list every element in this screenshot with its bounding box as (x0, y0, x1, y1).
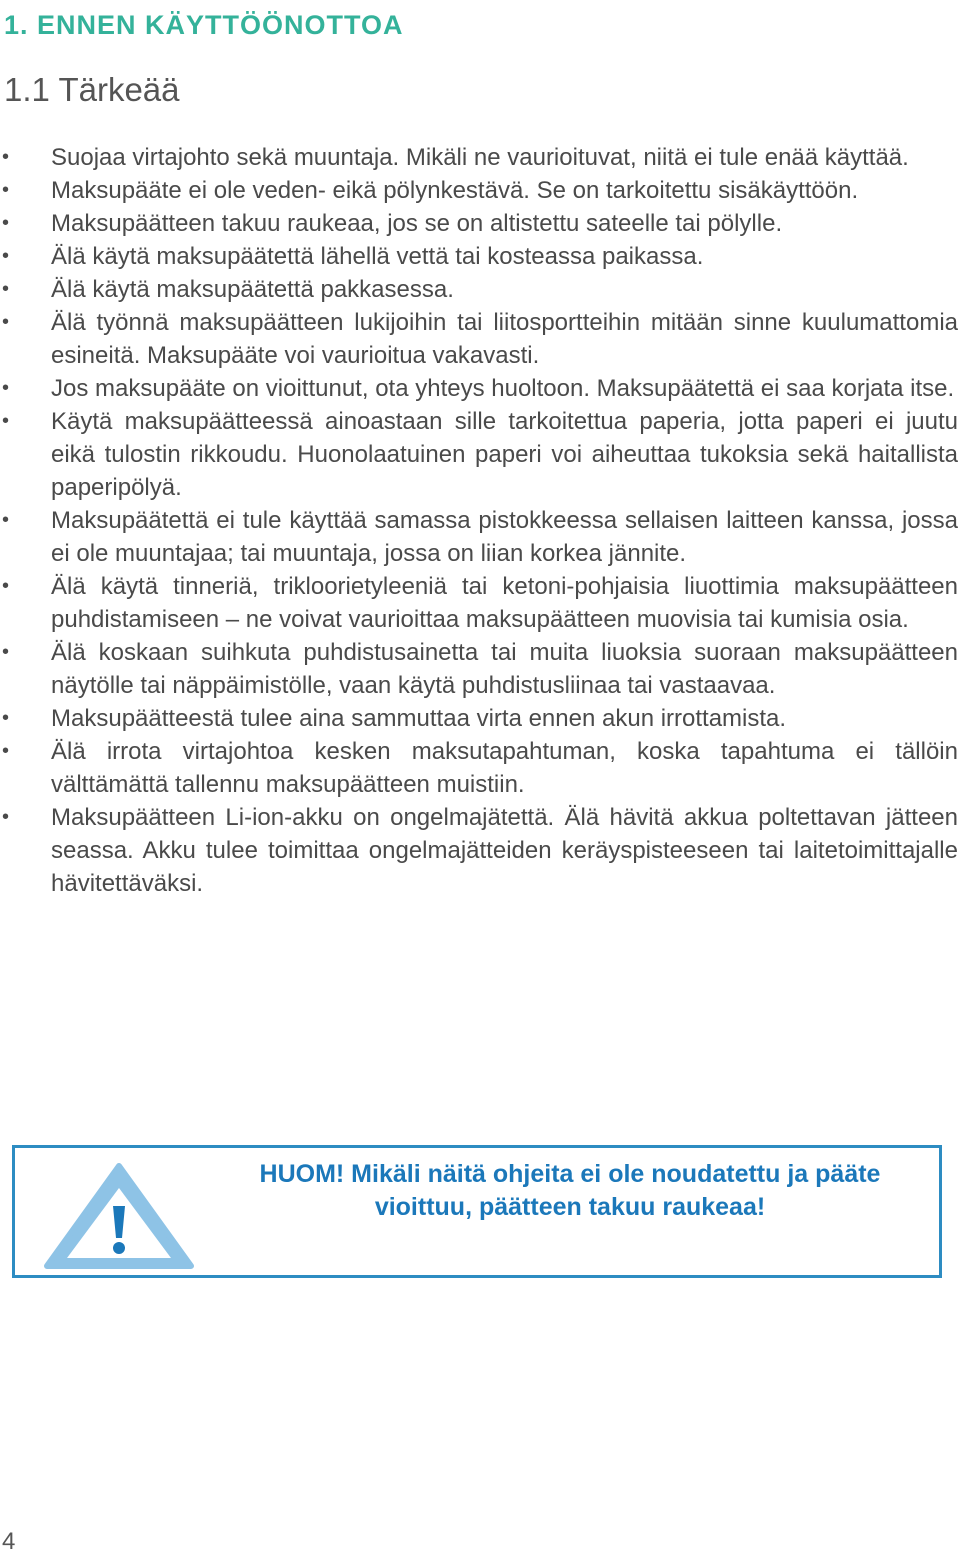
bullet-dot: • (2, 707, 10, 729)
list-item (0, 306, 958, 372)
list-item (0, 570, 958, 636)
list-item (0, 372, 958, 405)
list-item (0, 240, 958, 273)
bullet-dot: • (2, 806, 10, 828)
bullet-dot: • (2, 278, 10, 300)
list-item-text: Älä käytä maksupäätettä lähellä vettä tai kosteassa paikassa. (51, 243, 704, 270)
list-item-text: Maksupääte ei ole veden- eikä pölynkestävä. Se on tarkoitettu sisäkäyttöön. (51, 177, 859, 204)
list-item (0, 636, 958, 702)
bullet-dot: • (2, 740, 10, 762)
list-item-text: Älä irrota virtajohtoa kesken maksutapahtuman, koska tapahtuma ei tällöin välttämättä tallennu maksupäätteen muistiin. (51, 738, 958, 798)
list-item-text: Maksupäätteestä tulee aina sammuttaa virta ennen akun irrottamista. (51, 705, 787, 732)
list-item-text: Maksupäätteen Li-ion-akku on ongelmajätettä. Älä hävitä akkua poltettavan jätteen seassa. Akku tulee toimittaa ongelmajätteiden keräyspisteeseen tai laitetoimittajalle hävitettäväksi. (51, 804, 958, 897)
list-item-text: Älä käytä tinneriä, trikloorietyleeniä tai ketoni-pohjaisia liuottimia maksupäätteen puhdistamiseen – ne voivat vaurioittaa maksupäätteen muovisia tai kumisia osia. (51, 573, 958, 633)
warning-triangle-icon (43, 1162, 195, 1272)
bullet-dot: • (2, 377, 10, 399)
bullet-dot: • (2, 410, 10, 432)
warning-notice-text (210, 1158, 930, 1224)
section-title: 1. ENNEN KÄYTTÖÖNOTTOA (4, 10, 404, 40)
warning-notice-line-2: vioittuu, päätteen takuu raukeaa! (374, 1193, 766, 1221)
list-item (0, 702, 958, 735)
bullet-dot: • (2, 575, 10, 597)
list-item-text: Jos maksupääte on vioittunut, ota yhteys huoltoon. Maksupäätettä ei saa korjata itse. (51, 375, 955, 402)
list-item (0, 504, 958, 570)
bullet-list (0, 141, 958, 900)
list-item (0, 174, 958, 207)
bullet-dot: • (2, 212, 10, 234)
list-item (0, 405, 958, 504)
page-number: 4 (2, 1528, 16, 1555)
list-item-text: Maksupäätettä ei tule käyttää samassa pistokkeessa sellaisen laitteen kanssa, jossa ei ole muuntajaa; tai muuntaja, jossa on liian korkea jännite. (51, 507, 958, 567)
warning-notice-line-1: HUOM! Mikäli näitä ohjeita ei ole noudatettu ja pääte (259, 1160, 881, 1188)
bullet-dot: • (2, 146, 10, 168)
list-item (0, 735, 958, 801)
list-item-text: Älä koskaan suihkuta puhdistusainetta tai muita liuoksia suoraan maksupäätteen näytölle tai näppäimistölle, vaan käytä puhdistusliinaa tai vastaavaa. (51, 639, 958, 699)
subsection-title: 1.1 Tärkeää (4, 71, 180, 108)
warning-notice-box (12, 1145, 942, 1278)
list-item (0, 141, 958, 174)
list-item-text: Suojaa virtajohto sekä muuntaja. Mikäli ne vaurioituvat, niitä ei tule enää käyttää. (51, 144, 909, 171)
list-item-text: Käytä maksupäätteessä ainoastaan sille tarkoitettua paperia, jotta paperi ei juutu eikä tulostin rikkoudu. Huonolaatuinen paperi voi aiheuttaa tukoksia sekä haitallista paperipölyä. (51, 408, 958, 501)
bullet-dot: • (2, 179, 10, 201)
list-item (0, 801, 958, 900)
list-item-text: Älä käytä maksupäätettä pakkasessa. (51, 276, 454, 303)
list-item-text: Älä työnnä maksupäätteen lukijoihin tai liitosportteihin mitään sinne kuulumattomia esineitä. Maksupääte voi vaurioitua vakavasti. (51, 309, 958, 369)
bullet-dot: • (2, 311, 10, 333)
list-item-text: Maksupäätteen takuu raukeaa, jos se on altistettu sateelle tai pölylle. (51, 210, 783, 237)
bullet-dot: • (2, 641, 10, 663)
bullet-dot: • (2, 245, 10, 267)
list-item (0, 273, 958, 306)
bullet-dot: • (2, 509, 10, 531)
list-item (0, 207, 958, 240)
